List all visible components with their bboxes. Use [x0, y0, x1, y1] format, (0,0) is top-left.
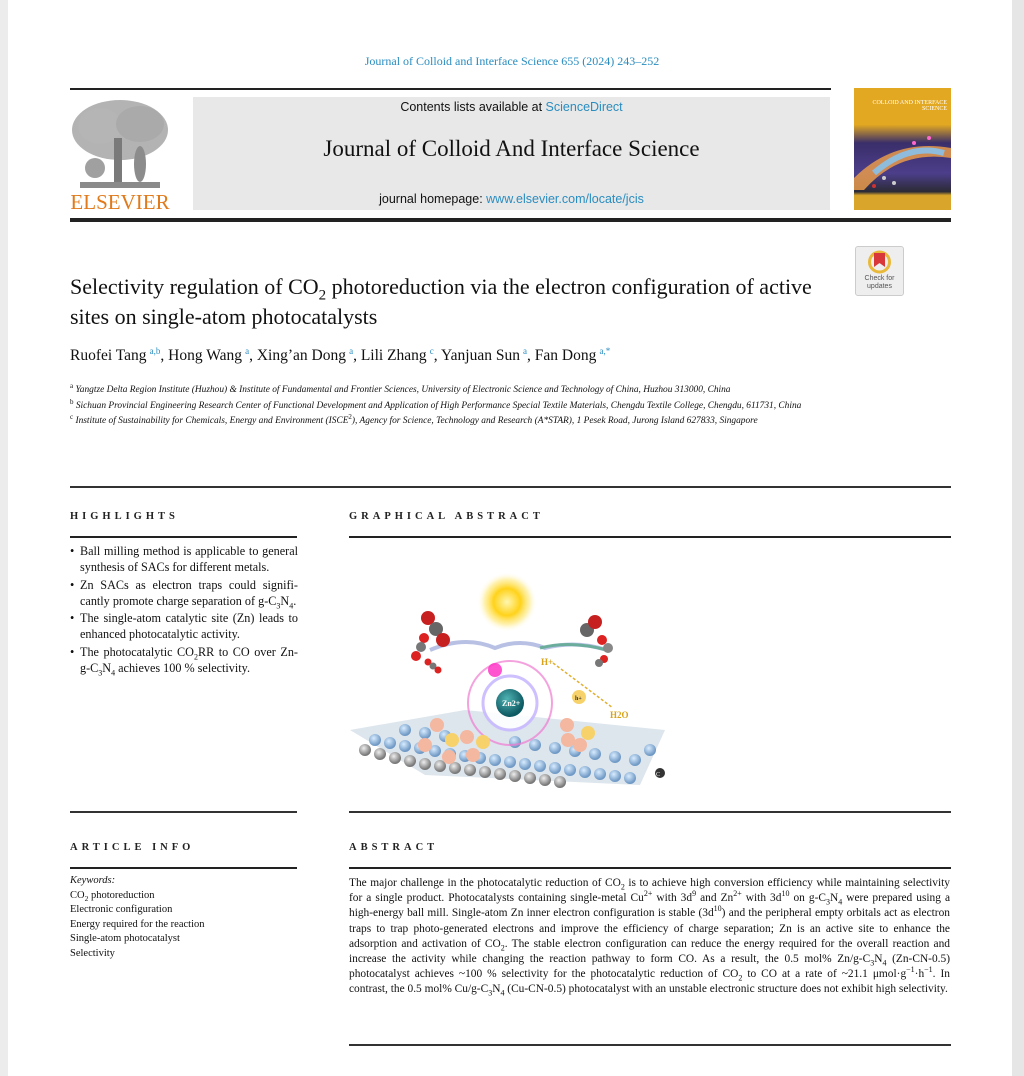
abstract-rule: [349, 867, 951, 869]
highlights-rule: [70, 536, 297, 538]
affiliation-superscript: 2: [348, 412, 352, 421]
keywords-label: Keywords:: [70, 875, 116, 886]
keyword-item[interactable]: Electronic configuration: [70, 904, 173, 916]
affiliation-text: Institute of Sustainability for Chemicals, Energy and Environment (ISCE: [75, 416, 349, 426]
abstract-text: The major challenge in the photocatalytic reduction of $CO_2$ is to achieve high conversion efficiency while maintaining selectivity for a single product. Photocatalysts containing single-metal $Cu^{2+}$ with $3d^9$ and $Zn^{2+}$ with $3d^{10}$ on $g-C_3N_4$ were prepared using a high-energy ball mill. Single-atom Zn inner electron configuration is stable $(3d^{10})$ and the peripheral empty orbitals act as electron traps to trap photo-generated electrons and improve the efficiency of charge separation; Zn is an active site to enhance the adsorption and activation of $CO_2$. The stable electron configuration can reduce the energy required for the overall reaction and increase the activity while changing the reaction pathway to form CO. As a result, the 0.5 mol% $Zn/g-C_3N_4$ (Zn-CN-0.5) photocatalyst achieves ~100 % selectivity for the photocatalytic reduction of $CO_2$ to CO at a rate of ~21.1 $\mu mol\cdot g^{-1}\cdot h^{-1}$. In contrast, the 0.5 mol% $Cu/g-C_3N_4$ (Cu-CN-0.5) photocatalyst with an unstable electronic structure does not exhibit high selectivity.: [349, 877, 951, 998]
crossmark-icon: [868, 250, 891, 274]
affiliation-key: c: [70, 412, 74, 421]
water-label: H2O: [610, 710, 629, 720]
keyword-item[interactable]: Energy required for the reaction: [70, 918, 205, 930]
abstract-heading: ABSTRACT: [349, 842, 439, 853]
title-subscript: 2: [318, 287, 327, 304]
highlights-bottom-rule: [70, 811, 297, 813]
header-bottom-rule: [70, 218, 951, 222]
author-name[interactable]: Hong Wang: [168, 347, 242, 364]
author-affiliation-ref[interactable]: c: [429, 345, 434, 356]
graphical-abstract-figure[interactable]: [345, 570, 675, 795]
header-top-rule: [70, 88, 831, 90]
journal-homepage-link[interactable]: www.elsevier.com/locate/jcis: [486, 192, 644, 206]
author-affiliation-ref[interactable]: a,*: [599, 345, 611, 356]
proton-label: H+: [541, 657, 554, 667]
article-title: [70, 272, 840, 332]
sciencedirect-link[interactable]: ScienceDirect: [545, 100, 623, 114]
graphical-abstract-rule: [349, 536, 951, 538]
affiliation-c: [70, 414, 860, 430]
homepage-prefix: journal homepage:: [379, 192, 487, 206]
affiliation-text: Sichuan Provincial Engineering Research Center of Functional Development and Application of High Performance Special Textile Materials, Chengdu Textile College, Chengdu, 611731, China: [75, 400, 802, 411]
keywords-block: [70, 874, 205, 962]
highlights-list: [70, 543, 298, 677]
zn-label: Zn2+: [502, 699, 521, 708]
author-list: Ruofei Tang $^{a,b}$, Hong Wang $^a$, Xing’an Dong $^a$, Lili Zhang $^c$, Yanjuan Sun $^a$, Fan Dong $^{a,*}$: [70, 345, 611, 364]
highlight-item: • Zn SACs as electron traps could signifi-cantly promote charge separation of $g-C_3N_4$.: [70, 577, 298, 610]
right-scroll-gutter[interactable]: [1012, 0, 1024, 1076]
contents-prefix: Contents lists available at: [400, 100, 546, 114]
keyword-item[interactable]: Single-atom photocatalyst: [70, 933, 180, 945]
journal-cover-image[interactable]: [854, 88, 951, 210]
affiliation-key: b: [70, 397, 74, 406]
affiliation-b: [70, 399, 860, 415]
journal-title: Journal of Colloid And Interface Science: [323, 136, 700, 161]
svg-text:h+: h+: [575, 696, 582, 702]
affiliation-a: [70, 383, 860, 399]
affiliations-rule: [70, 486, 951, 488]
cover-artwork-icon: [854, 128, 951, 190]
graphical-abstract-bottom-rule: [349, 811, 951, 813]
keyword-item[interactable]: Selectivity: [70, 947, 115, 959]
author-affiliation-ref[interactable]: a: [523, 345, 528, 356]
article-info-rule: [70, 867, 297, 869]
check-for-updates-button[interactable]: [855, 246, 904, 296]
highlight-item: • Ball milling method is applicable to general synthesis of SACs for different metals.: [70, 543, 298, 576]
title-part-1: Selectivity regulation of CO: [70, 274, 319, 299]
title-part-2: photoreduction via the electron configuration of active sites on single-atom photocatalysts: [70, 274, 812, 329]
affiliation-key: a: [70, 381, 74, 390]
highlights-heading: HIGHLIGHTS: [70, 511, 179, 522]
author-name[interactable]: Fan Dong: [534, 347, 597, 364]
author-name[interactable]: Ruofei Tang: [70, 347, 147, 364]
contents-line: [193, 100, 830, 114]
author-name[interactable]: Yanjuan Sun: [440, 347, 520, 364]
elsevier-wordmark[interactable]: ELSEVIER: [70, 190, 170, 214]
highlight-item: • The photocatalytic $CO_2RR$ to CO over $Zn-g-C_3N_4$ achieves 100 % selectivity.: [70, 644, 298, 677]
elsevier-tree-logo-icon: [70, 98, 170, 190]
homepage-line: [193, 192, 830, 206]
svg-text:C: C: [656, 772, 661, 778]
author-name[interactable]: Xing’an Dong: [256, 347, 346, 364]
author-name[interactable]: Lili Zhang: [360, 347, 427, 364]
co-molecule-icon: [580, 615, 613, 667]
author-affiliation-ref[interactable]: a,b: [149, 345, 161, 356]
cover-title: COLLOID AND INTERFACE SCIENCE: [872, 100, 947, 112]
affiliation-list: [70, 383, 860, 430]
journal-citation[interactable]: Journal of Colloid and Interface Science 655 (2024) 243–252: [364, 54, 660, 68]
author-affiliation-ref[interactable]: a: [349, 345, 354, 356]
sun-icon: [477, 572, 537, 632]
affiliation-text: ), Agency for Science, Technology and Research (A*STAR), 1 Pesek Road, Jurong Island 627833, Singapore: [351, 416, 758, 426]
keyword-item[interactable]: $CO_2$ photoreduction: [70, 889, 155, 903]
highlight-item: • The single-atom catalytic site (Zn) leads to enhanced photocatalytic activity.: [70, 610, 298, 643]
author-affiliation-ref[interactable]: a: [245, 345, 250, 356]
check-for-updates-label: Check for updates: [864, 275, 895, 290]
article-info-heading: ARTICLE INFO: [70, 842, 195, 853]
graphical-abstract-heading: GRAPHICAL ABSTRACT: [349, 511, 544, 522]
co2-molecule-icon: [411, 611, 450, 674]
affiliation-text: Yangtze Delta Region Institute (Huzhou) & Institute of Fundamental and Frontier Sciences, University of Electronic Science and Technology of China, Huzhou 313000, China: [75, 385, 731, 395]
abstract-bottom-rule: [349, 1044, 951, 1046]
